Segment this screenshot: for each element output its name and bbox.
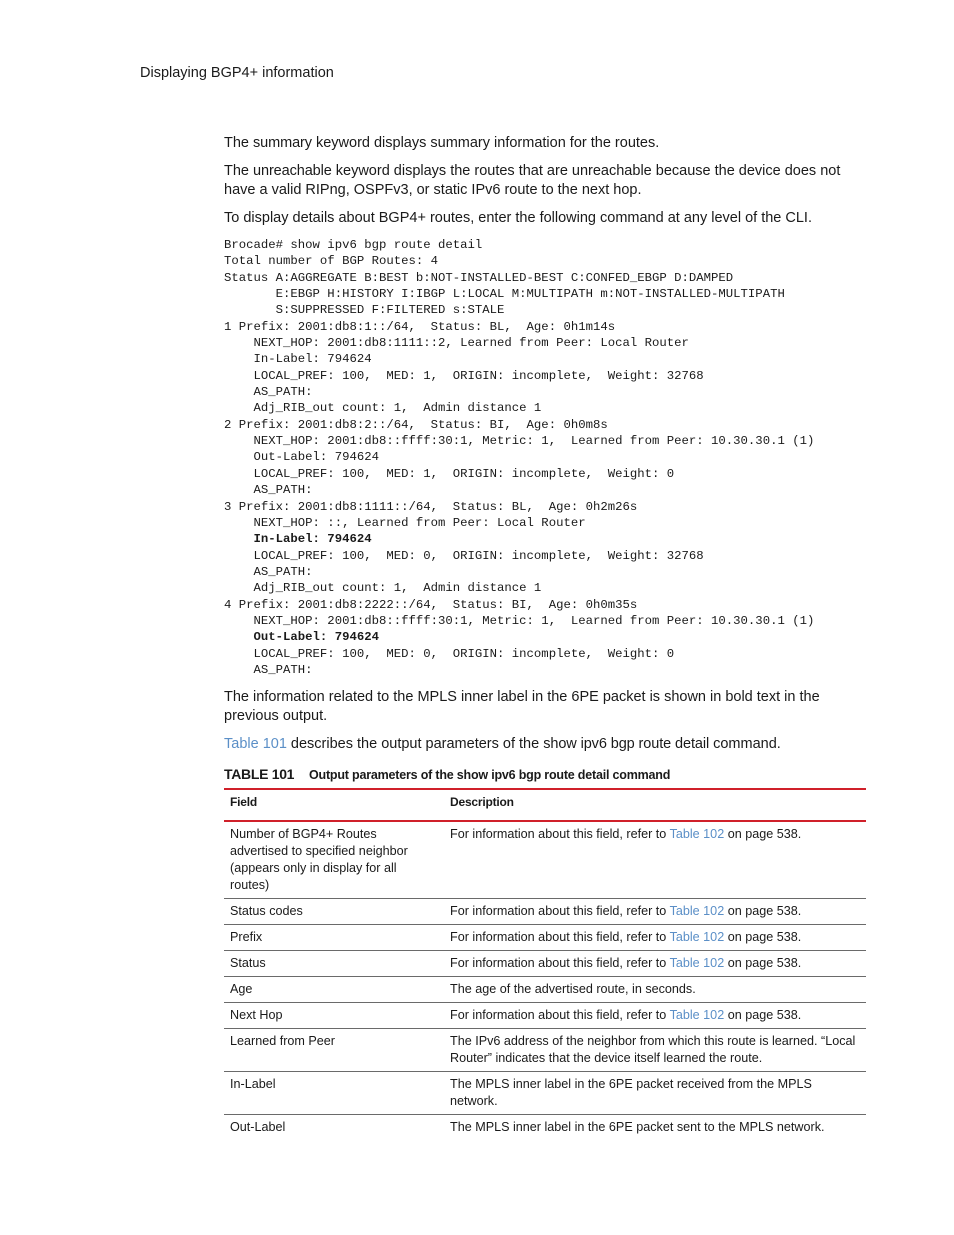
code-line: Out-Label: 794624 xyxy=(224,630,379,645)
code-line: Adj_RIB_out count: 1, Admin distance 1 xyxy=(224,401,542,416)
text-run: Output parameters of the xyxy=(309,768,457,783)
description-text: on page 538. xyxy=(724,827,802,842)
description-cell xyxy=(444,1029,866,1072)
table-row xyxy=(224,1115,866,1141)
field-cell: Prefix xyxy=(230,930,263,945)
description-text: The IPv6 address of the neighbor from which this route is learned. “Local Router” indicates that the device itself learned the route. xyxy=(450,1034,856,1066)
description-text: For information about this field, refer to xyxy=(450,930,670,945)
code-line: Total number of BGP Routes: 4 xyxy=(224,254,439,269)
code-line: NEXT_HOP: ::, Learned from Peer: Local Router xyxy=(224,515,586,530)
code-line: NEXT_HOP: 2001:db8:1111::2, Learned from Peer: Local Router xyxy=(224,336,689,351)
code-line: LOCAL_PREF: 100, MED: 0, ORIGIN: incomplete, Weight: 32768 xyxy=(224,548,704,563)
description-text: on page 538. xyxy=(724,930,802,945)
cli-output-block xyxy=(224,237,866,678)
code-line: NEXT_HOP: 2001:db8::ffff:30:1, Metric: 1, Learned from Peer: 10.30.30.1 (1) xyxy=(224,434,815,449)
field-cell: Out-Label xyxy=(230,1120,286,1135)
table-101-link[interactable]: Table 101 xyxy=(224,736,287,753)
table-header-row xyxy=(224,789,866,821)
text-run: keyword displays summary information for the routes. xyxy=(311,135,660,151)
parameters-table xyxy=(224,788,866,1140)
table-row xyxy=(224,1003,866,1029)
table-reference-paragraph xyxy=(224,735,866,754)
description-text: For information about this field, refer to xyxy=(450,827,670,842)
code-line: 3 Prefix: 2001:db8:1111::/64, Status: BL, Age: 0h2m26s xyxy=(224,499,638,514)
description-cell xyxy=(444,1003,866,1029)
text-run: command xyxy=(609,768,671,783)
table-title xyxy=(309,768,670,782)
text-run: keyword displays the routes that are unreachable because the device does not have a valid RIPng, OSPFv3, or static IPv6 route to the next hop. xyxy=(224,163,841,198)
table-row xyxy=(224,821,866,899)
description-cell xyxy=(444,1072,866,1115)
table-102-link[interactable]: Table 102 xyxy=(669,956,725,971)
table-row xyxy=(224,1072,866,1115)
code-line: Status A:AGGREGATE B:BEST b:NOT-INSTALLED-BEST C:CONFED_EBGP D:DAMPED xyxy=(224,270,734,285)
description-text: The age of the advertised route, in seconds. xyxy=(450,982,696,997)
text-run: The xyxy=(224,163,254,179)
field-cell: Age xyxy=(230,982,253,997)
description-cell xyxy=(444,899,866,925)
field-column-header: Field xyxy=(230,795,258,810)
code-line: Adj_RIB_out count: 1, Admin distance 1 xyxy=(224,581,542,596)
code-line: Brocade# show ipv6 bgp route detail xyxy=(224,238,483,252)
code-line: AS_PATH: xyxy=(224,564,313,579)
table-caption xyxy=(224,766,866,786)
table-row xyxy=(224,977,866,1003)
code-line: AS_PATH: xyxy=(224,662,313,677)
field-cell: Number of BGP4+ Routes advertised to specified neighbor (appears only in display for all routes) xyxy=(230,827,408,893)
table-row xyxy=(224,1029,866,1072)
table-102-link[interactable]: Table 102 xyxy=(669,827,725,842)
code-line: In-Label: 794624 xyxy=(224,532,372,547)
description-cell xyxy=(444,977,866,1003)
field-cell: Status codes xyxy=(230,904,303,919)
description-cell xyxy=(444,951,866,977)
description-text: For information about this field, refer to xyxy=(450,904,670,919)
table-102-link[interactable]: Table 102 xyxy=(669,930,725,945)
code-line: AS_PATH: xyxy=(224,483,313,498)
code-line: 2 Prefix: 2001:db8:2::/64, Status: BI, Age: 0h0m8s xyxy=(224,417,608,432)
instruction-paragraph: To display details about BGP4+ routes, enter the following command at any level of the CLI. xyxy=(224,210,812,226)
description-text: on page 538. xyxy=(724,956,802,971)
table-102-link[interactable]: Table 102 xyxy=(669,1008,725,1023)
table-body xyxy=(224,821,866,1140)
description-text: The MPLS inner label in the 6PE packet sent to the MPLS network. xyxy=(450,1120,825,1135)
bold-note-paragraph: The information related to the MPLS inner label in the 6PE packet is shown in bold text in the previous output. xyxy=(224,689,820,725)
description-cell xyxy=(444,925,866,951)
code-line: E:EBGP H:HISTORY I:IBGP L:LOCAL M:MULTIPATH m:NOT-INSTALLED-MULTIPATH xyxy=(224,287,785,302)
description-text: on page 538. xyxy=(724,904,802,919)
code-line: S:SUPPRESSED F:FILTERED s:STALE xyxy=(224,303,505,318)
code-line: In-Label: 794624 xyxy=(224,352,372,367)
description-text: on page 538. xyxy=(724,1008,802,1023)
description-text: The MPLS inner label in the 6PE packet received from the MPLS network. xyxy=(450,1077,812,1109)
code-line: Out-Label: 794624 xyxy=(224,450,379,465)
code-line: NEXT_HOP: 2001:db8::ffff:30:1, Metric: 1, Learned from Peer: 10.30.30.1 (1) xyxy=(224,613,815,628)
text-run: command. xyxy=(709,736,781,753)
code-line: 1 Prefix: 2001:db8:1::/64, Status: BL, Age: 0h1m14s xyxy=(224,319,616,334)
description-text: For information about this field, refer to xyxy=(450,1008,670,1023)
table-row xyxy=(224,951,866,977)
field-cell: Status xyxy=(230,956,266,971)
table-row xyxy=(224,899,866,925)
table-row xyxy=(224,925,866,951)
unreachable-keyword: unreachable xyxy=(253,163,332,179)
page-content xyxy=(224,134,866,1140)
code-line: 4 Prefix: 2001:db8:2222::/64, Status: BI, Age: 0h0m35s xyxy=(224,597,638,612)
summary-paragraph xyxy=(224,134,866,153)
code-line: LOCAL_PREF: 100, MED: 1, ORIGIN: incomplete, Weight: 0 xyxy=(224,466,675,481)
description-text: For information about this field, refer to xyxy=(450,956,670,971)
running-header: Displaying BGP4+ information xyxy=(140,65,334,81)
description-cell xyxy=(444,1115,866,1141)
description-column-header: Description xyxy=(450,795,514,810)
code-line: AS_PATH: xyxy=(224,385,313,400)
command-keyword: show ipv6 bgp route detail xyxy=(543,736,710,753)
description-cell xyxy=(444,821,866,899)
table-102-link[interactable]: Table 102 xyxy=(669,904,725,919)
code-line: LOCAL_PREF: 100, MED: 0, ORIGIN: incomplete, Weight: 0 xyxy=(224,646,675,661)
caption-keyword: show ipv6 bgp route detail xyxy=(456,768,610,783)
field-cell: In-Label xyxy=(230,1077,276,1092)
text-run: describes the output parameters of the xyxy=(286,736,544,753)
field-cell: Next Hop xyxy=(230,1008,283,1023)
summary-keyword: summary xyxy=(253,135,312,151)
text-run: The xyxy=(224,135,254,151)
table-number: TABLE 101 xyxy=(224,766,295,783)
field-cell: Learned from Peer xyxy=(230,1034,336,1049)
unreachable-paragraph xyxy=(224,162,866,200)
code-line: LOCAL_PREF: 100, MED: 1, ORIGIN: incomplete, Weight: 32768 xyxy=(224,368,704,383)
